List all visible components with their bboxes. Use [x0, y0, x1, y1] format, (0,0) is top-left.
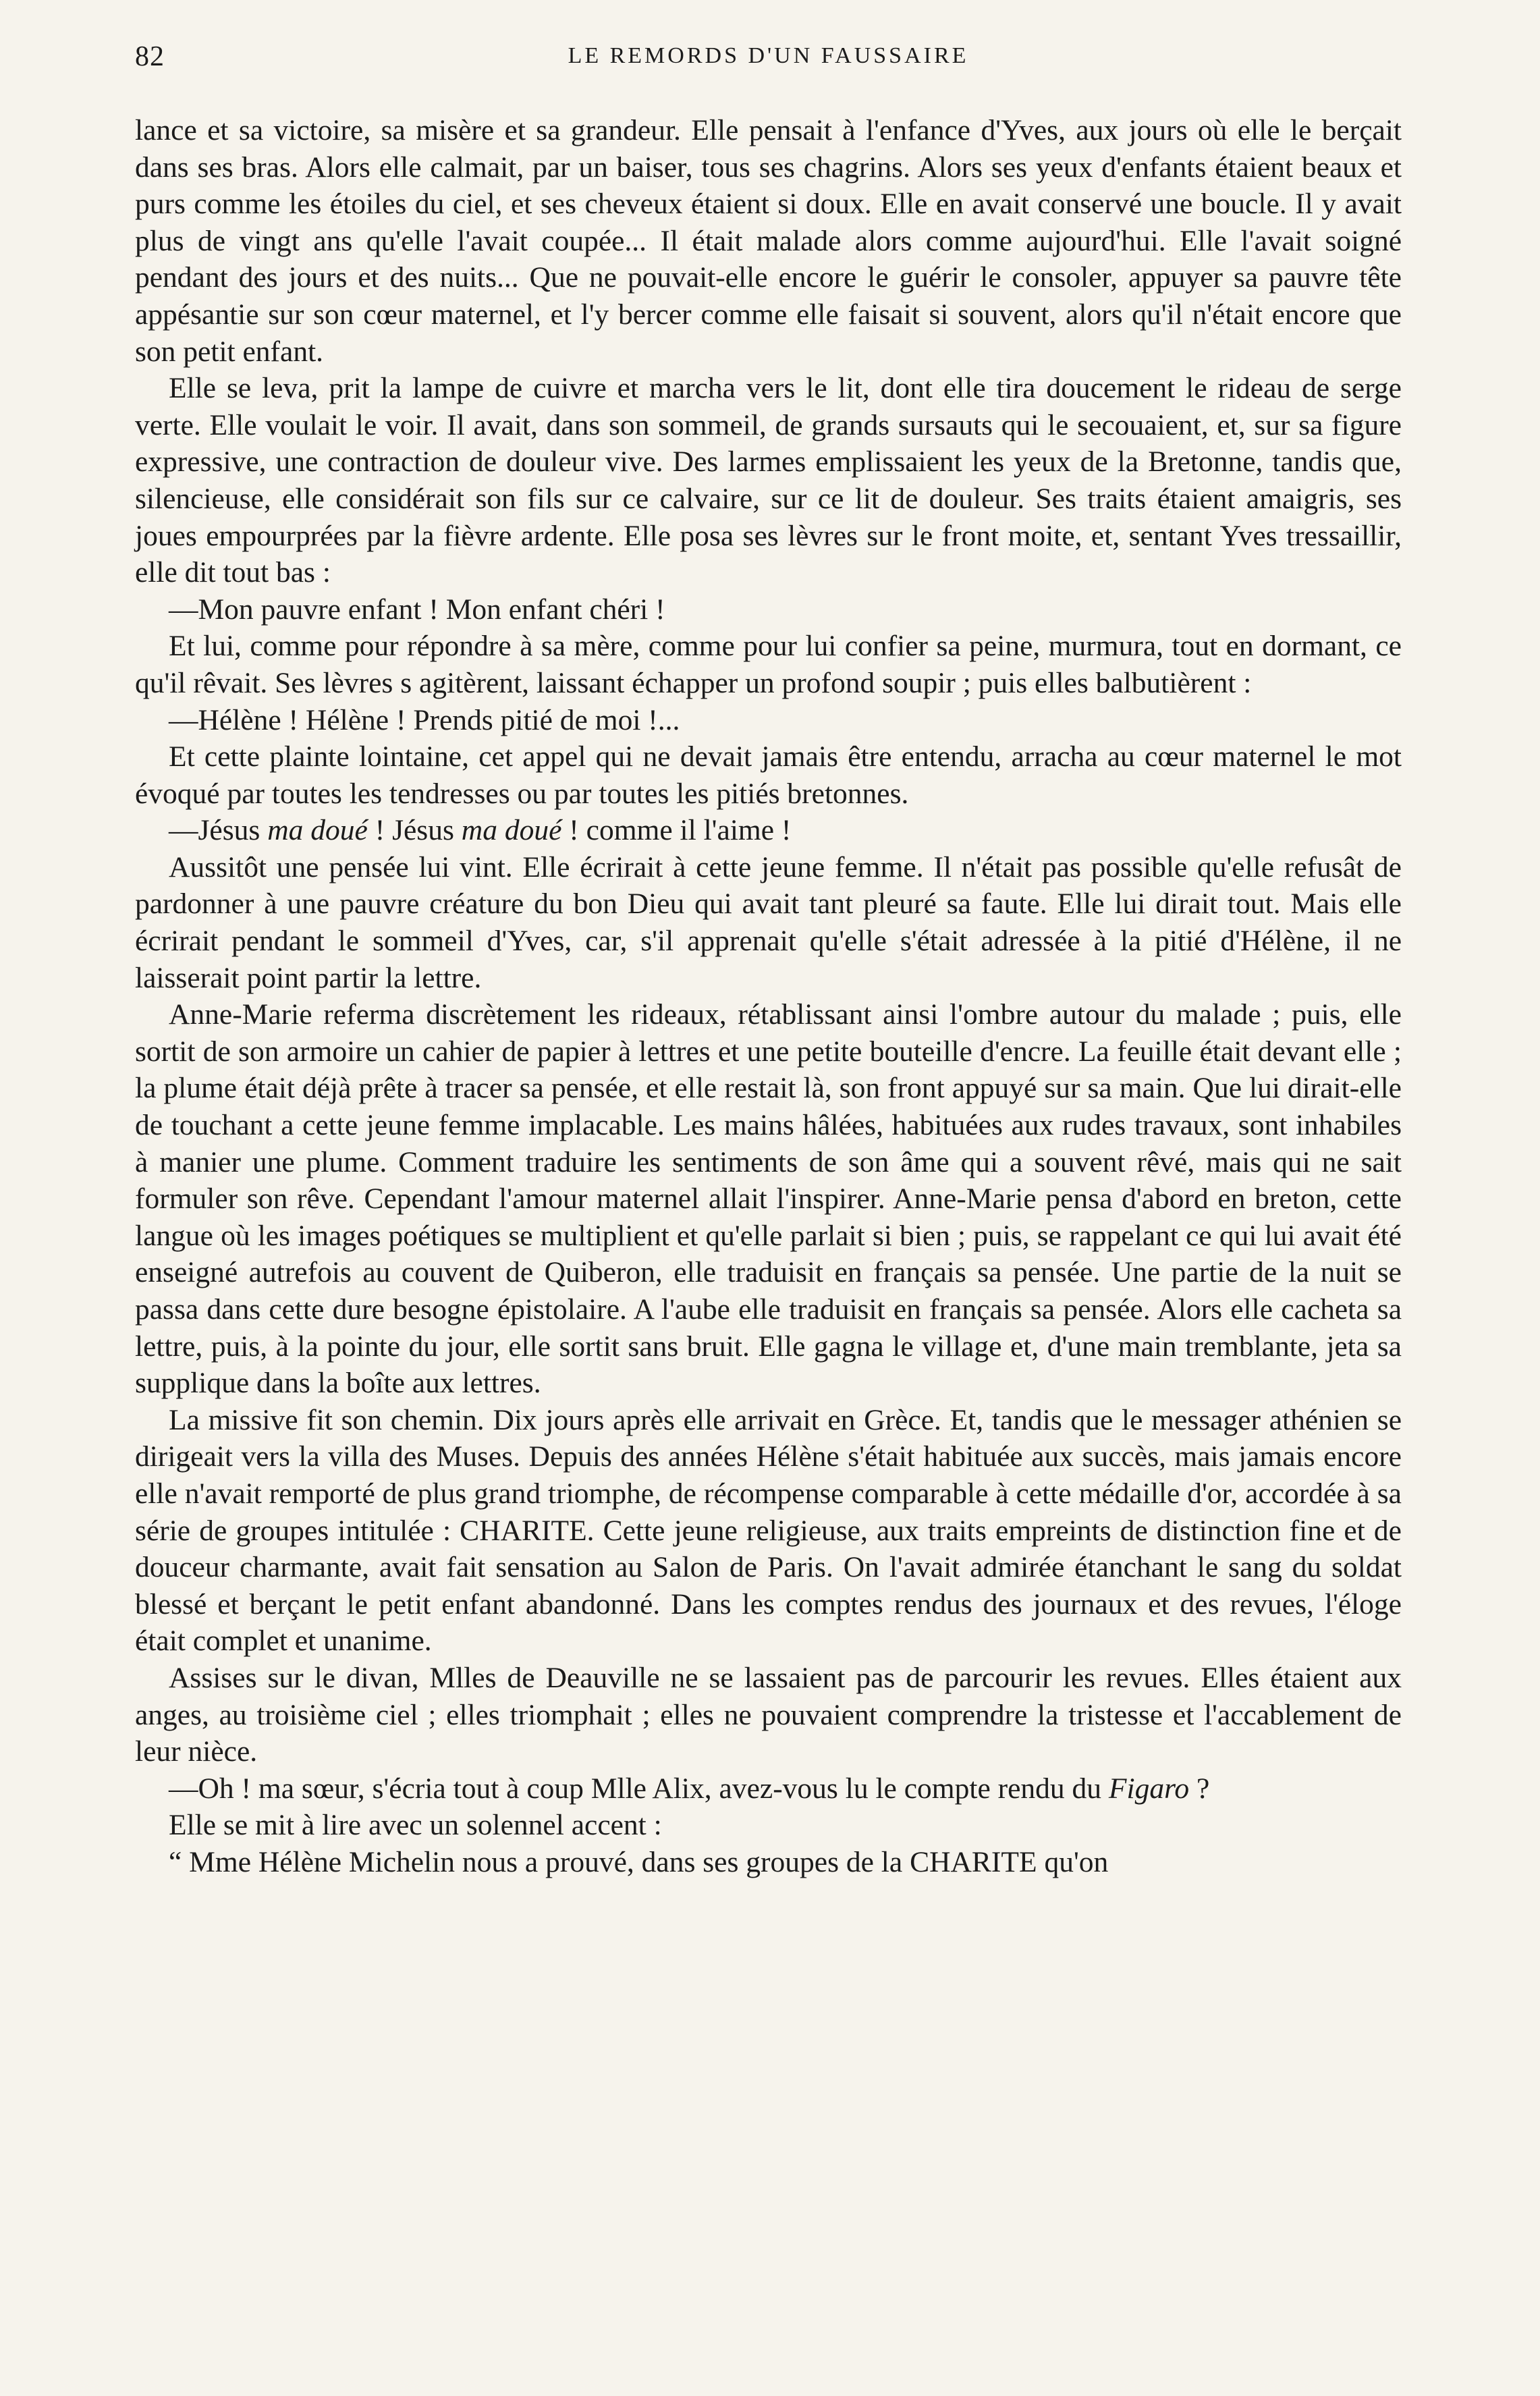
paragraph-4: Et cette plainte lointaine, cet appel qui ne devait jamais être entendu, arracha au cœur maternel le mot évoqué par toutes les tendresses ou par toutes les pitiés bretonnes.: [135, 740, 1402, 810]
paragraph-10: “ Mme Hélène Michelin nous a prouvé, dans ses groupes de la CHARITE qu'on: [169, 1845, 1109, 1878]
book-page: [0, 40, 1540, 2396]
italic-phrase: ma doué: [267, 814, 368, 847]
running-head: LE REMORDS D'UN FAUSSAIRE: [568, 43, 969, 68]
dialogue-line-3: [135, 812, 1402, 849]
paragraph-7: La missive fit son chemin. Dix jours après elle arrivait en Grèce. Et, tandis que le messager athénien se dirigeait vers la villa des Muses. Depuis des années Hélène s'était habituée aux succès, mais jamais encore elle n'avait remporté de plus grand triomphe, de récompense comparable à cette médaille d'or, accordée à sa série de groupes intitulée : CHARITE. Cette jeune religieuse, aux traits empreints de distinction fine et de douceur charmante, avait fait sensation au Salon de Paris. On l'avait admirée étanchant le sang du soldat blessé et berçant le petit enfant abandonné. Dans les comptes rendus des journaux et des revues, l'éloge était complet et unanime.: [135, 1403, 1402, 1658]
italic-phrase: ma doué: [461, 814, 562, 847]
page-header: [135, 40, 1402, 88]
dialogue-line-4: [135, 1770, 1402, 1807]
dialogue-text: ?: [1189, 1772, 1210, 1805]
page-number: 82: [135, 41, 165, 72]
dialogue-text: ! comme il l'aime !: [561, 814, 792, 847]
paragraph-2: Elle se leva, prit la lampe de cuivre et marcha vers le lit, dont elle tira doucement le rideau de serge verte. Elle voulait le voir. Il avait, dans son sommeil, de grands sursauts qui le secouaient, et, sur sa figure expressive, une contraction de douleur vive. Des larmes emplissaient les yeux de la Bretonne, tandis que, silencieuse, elle considérait son fils sur ce calvaire, sur ce lit de douleur. Ses traits étaient amaigris, ses joues empourprées par la fièvre ardente. Elle posa ses lèvres sur le front moite, et, sentant Yves tressaillir, elle dit tout bas :: [135, 372, 1402, 589]
paragraph-8: Assises sur le divan, Mlles de Deauville ne se lassaient pas de parcourir les revues. Elles étaient aux anges, au troisième ciel ; elles triomphait ; elles ne pouvaient comprendre la tristesse et l'accablement de leur nièce.: [135, 1661, 1402, 1768]
dialogue-text: ! Jésus: [367, 814, 462, 847]
dialogue-text: —Oh ! ma sœur, s'écria tout à coup Mlle Alix, avez-vous lu le compte rendu du: [169, 1772, 1109, 1805]
paragraph-5: Aussitôt une pensée lui vint. Elle écrirait à cette jeune femme. Il n'était pas possible qu'elle refusât de pardonner à une pauvre créature du bon Dieu qui avait tant pleuré sa faute. Elle lui dirait tout. Mais elle écrirait pendant le sommeil d'Yves, car, s'il apprenait qu'elle s'était adressée à la pitié d'Hélène, il ne laisserait point partir la lettre.: [135, 850, 1402, 994]
body-text: [135, 112, 1402, 1881]
paragraph-6: Anne-Marie referma discrètement les rideaux, rétablissant ainsi l'ombre autour du malade ; puis, elle sortit de son armoire un cahier de papier à lettres et une petite bouteille d'encre. La feuille était devant elle ; la plume était déjà prête à tracer sa pensée, et elle restait là, son front appuyé sur sa main. Que lui dirait-elle de touchant a cette jeune femme implacable. Les mains hâlées, habituées aux rudes travaux, sont inhabiles à manier une plume. Comment traduire les sentiments de son âme qui a souvent rêvé, mais qui ne sait formuler son rêve. Cependant l'amour maternel allait l'inspirer. Anne-Marie pensa d'abord en breton, cette langue où les images poétiques se multiplient et qu'elle parlait si bien ; puis, se rappelant ce qui lui avait été enseigné autrefois au couvent de Quiberon, elle traduisit en français sa pensée. Une partie de la nuit se passa dans cette dure besogne épistolaire. A l'aube elle traduisit en français sa pensée. Alors elle cacheta sa lettre, puis, à la pointe du jour, elle sortit sans bruit. Elle gagna le village et, d'une main tremblante, jeta sa supplique dans la boîte aux lettres.: [135, 998, 1402, 1400]
paragraph-3: Et lui, comme pour répondre à sa mère, comme pour lui confier sa peine, murmura, tout en dormant, ce qu'il rêvait. Ses lèvres s agitèrent, laissant échapper un profond soupir ; puis elles balbutièrent :: [135, 630, 1402, 699]
italic-title: Figaro: [1108, 1772, 1190, 1805]
dialogue-text: —Jésus: [169, 814, 268, 847]
dialogue-line-1: —Mon pauvre enfant ! Mon enfant chéri !: [169, 593, 665, 626]
paragraph-9: Elle se mit à lire avec un solennel accent :: [169, 1809, 662, 1842]
dialogue-line-2: —Hélène ! Hélène ! Prends pitié de moi !...: [169, 703, 680, 736]
paragraph-1: lance et sa victoire, sa misère et sa grandeur. Elle pensait à l'enfance d'Yves, aux jours où elle le berçait dans ses bras. Alors elle calmait, par un baiser, tous ses chagrins. Alors ses yeux d'enfants étaient beaux et purs comme les étoiles du ciel, et ses cheveux étaient si doux. Elle en avait conservé une boucle. Il y avait plus de vingt ans qu'elle l'avait coupée... Il était malade alors comme aujourd'hui. Elle l'avait soigné pendant des jours et des nuits... Que ne pouvait-elle encore le guérir le consoler, appuyer sa pauvre tête appésantie sur son cœur maternel, et l'y bercer comme elle faisait si souvent, alors qu'il n'était encore que son petit enfant.: [135, 114, 1402, 368]
